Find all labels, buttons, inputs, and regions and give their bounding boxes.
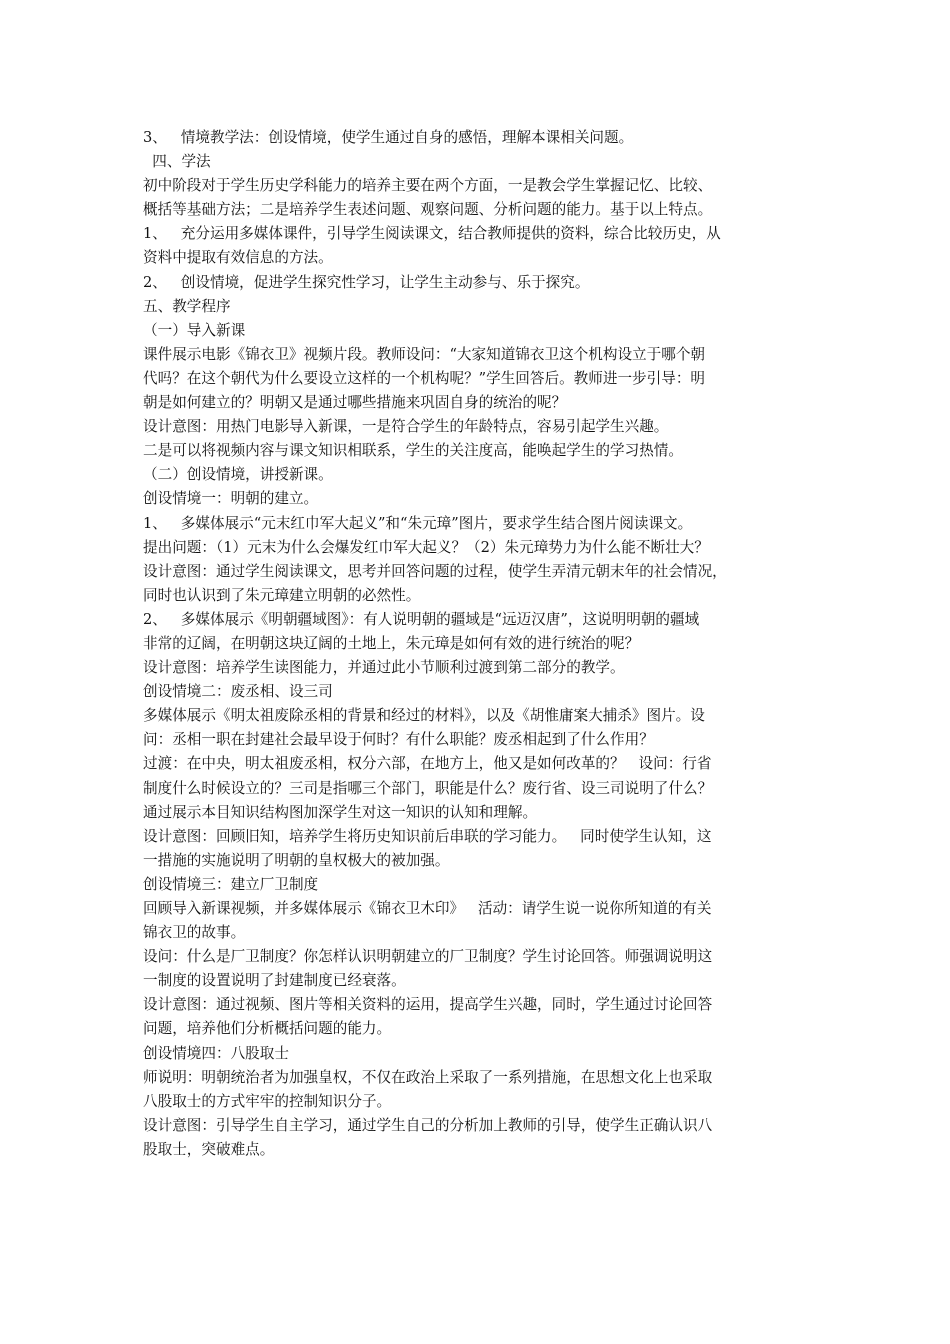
text-line: 制度什么时候设立的？三司是指哪三个部门，职能是什么？废行省、设三司说明了什么？ (143, 779, 713, 797)
text-line: 回顾导入新课视频，并多媒体展示《锦衣卫木印》 活动：请学生说一说你所知道的有关 (143, 900, 712, 917)
text-line: （一）导入新课 (143, 321, 246, 339)
text-line: 设问：什么是厂卫制度？你怎样认识明朝建立的厂卫制度？学生讨论回答。师强调说明这 (143, 948, 713, 966)
document-body (143, 126, 815, 1162)
text-line: 锦衣卫的故事。 (143, 924, 246, 942)
text-line: 问：丞相一职在封建社会最早设于何时？有什么职能？废丞相起到了什么作用？ (143, 731, 654, 749)
text-line: 师说明：明朝统治者为加强皇权，不仅在政治上采取了一系列措施，在思想文化上也采取 (143, 1068, 713, 1086)
text-line: 八股取士的方式牢牢的控制知识分子。 (143, 1092, 392, 1110)
text-line: 课件展示电影《锦衣卫》视频片段。教师设问：“大家知道锦衣卫这个机构设立于哪个朝 (143, 345, 706, 363)
text-line: 设计意图：用热门电影导入新课，一是符合学生的年龄特点，容易引起学生兴趣。 (143, 418, 669, 436)
text-line: 3、 情境教学法：创设情境，使学生通过自身的感悟，理解本课相关问题。 (143, 129, 634, 146)
text-line: 2、 多媒体展示《明朝疆域图》：有人说明朝的疆域是“远迈汉唐”，这说明明朝的疆域 (143, 610, 700, 628)
text-line: 五、教学程序 (143, 297, 231, 315)
text-line: （二）创设情境，讲授新课。 (143, 466, 333, 484)
text-line: 过渡：在中央，明太祖废丞相，权分六部，在地方上，他又是如何改革的？ 设问：行省 (143, 755, 712, 773)
text-line: 创设情境二：废丞相、设三司 (143, 683, 333, 701)
text-line: 1、 充分运用多媒体课件，引导学生阅读课文，结合教师提供的资料，综合比较历史，从 (143, 225, 721, 243)
text-line: 朝是如何建立的？明朝又是通过哪些措施来巩固自身的统治的呢？ (143, 394, 567, 412)
text-line: 一措施的实施说明了明朝的皇权极大的被加强。 (143, 851, 450, 869)
text-line: 股取士，突破难点。 (143, 1140, 275, 1158)
text-line: 概括等基础方法；二是培养学生表述问题、观察问题、分析问题的能力。基于以上特点。 (143, 201, 713, 219)
text-line: 一制度的设置说明了封建制度已经衰落。 (143, 972, 406, 990)
text-line: 创设情境四：八股取士 (143, 1044, 289, 1062)
text-line: 二是可以将视频内容与课文知识相联系，学生的关注度高，能唤起学生的学习热情。 (143, 442, 683, 460)
text-line: 创设情境一：明朝的建立。 (143, 490, 319, 508)
text-line: 初中阶段对于学生历史学科能力的培养主要在两个方面，一是教会学生掌握记忆、比较、 (143, 177, 713, 195)
text-line: 设计意图：回顾旧知，培养学生将历史知识前后串联的学习能力。 同时使学生认知，这 (143, 827, 712, 845)
text-line: 多媒体展示《明太祖废除丞相的背景和经过的材料》，以及《胡惟庸案大捕杀》图片。设 (143, 707, 705, 725)
text-line: 资料中提取有效信息的方法。 (143, 249, 333, 267)
text-line: 设计意图：培养学生读图能力，并通过此小节顺利过渡到第二部分的教学。 (143, 659, 625, 677)
text-line: 创设情境三：建立厂卫制度 (143, 875, 319, 893)
text-line: 提出问题：（1）元末为什么会爆发红巾军大起义？（2）朱元璋势力为什么能不断壮大？ (143, 538, 709, 556)
text-line: 通过展示本目知识结构图加深学生对这一知识的认知和理解。 (143, 803, 538, 821)
text-line: 设计意图：引导学生自主学习，通过学生自己的分析加上教师的引导，使学生正确认识八 (143, 1116, 713, 1134)
text-line: 代吗？在这个朝代为什么要设立这样的一个机构呢？”学生回答后。教师进一步引导：明 (143, 369, 706, 387)
text-line: 1、 多媒体展示“元末红巾军大起义”和“朱元璋”图片，要求学生结合图片阅读课文。 (143, 514, 693, 532)
text-line: 非常的辽阔，在明朝这块辽阔的土地上，朱元璋是如何有效的进行统治的呢？ (143, 634, 640, 652)
text-line: 问题，培养他们分析概括问题的能力。 (143, 1020, 392, 1038)
text-line: 四、学法 (143, 153, 211, 171)
text-line: 设计意图：通过视频、图片等相关资料的运用，提高学生兴趣，同时，学生通过讨论回答 (143, 996, 713, 1014)
text-line: 同时也认识到了朱元璋建立明朝的必然性。 (143, 586, 421, 604)
text-line: 设计意图：通过学生阅读课文，思考并回答问题的过程，使学生弄清元朝末年的社会情况， (143, 562, 727, 580)
text-line: 2、 创设情境，促进学生探究性学习，让学生主动参与、乐于探究。 (143, 273, 590, 291)
